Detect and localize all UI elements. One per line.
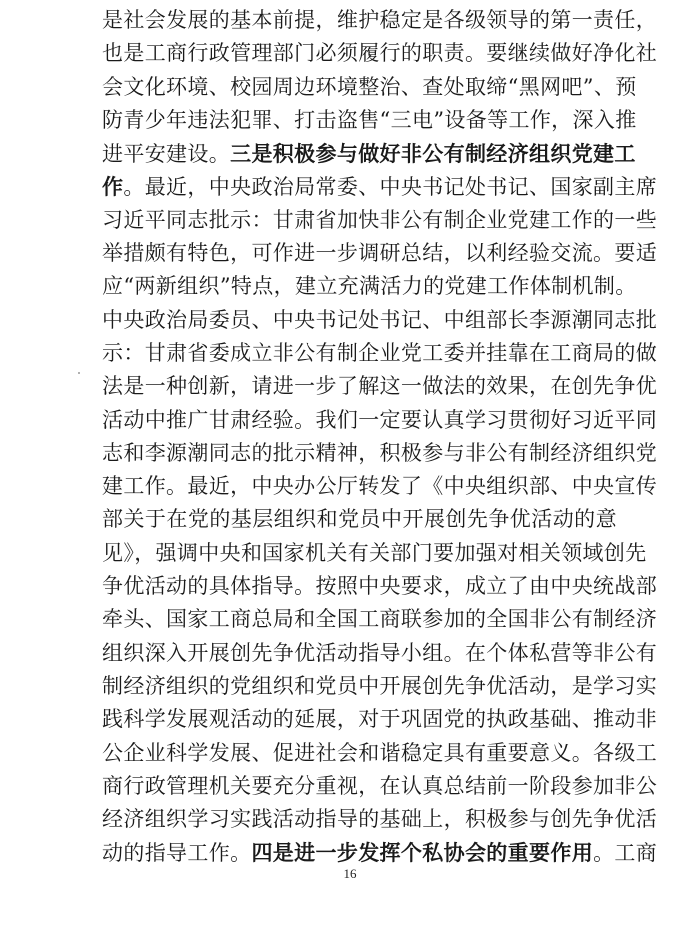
- text-line: [102, 137, 636, 170]
- text-run: 商行政管理机关要充分重视，在认真总结前一阶段参加非公: [102, 773, 658, 798]
- page-number: 16: [343, 866, 357, 881]
- text-line: [102, 270, 637, 303]
- text-line: [102, 503, 617, 536]
- text-run: 牵头、国家工商总局和全国工商联参加的全国非公有制经济: [102, 607, 658, 632]
- text-run: 也是工商行政管理部门必须履行的职责。要继续做好净化社: [102, 41, 658, 66]
- text-run: 应“两新组织”特点，建立充满活力的党建工作体制机制。: [102, 274, 637, 299]
- text-run: 。最近，中央政治局常委、中央书记处书记、国家副主席: [123, 175, 658, 200]
- text-line: [102, 37, 658, 70]
- text-run: 公企业科学发展、促进社会和谐稳定具有重要意义。各级工: [102, 740, 658, 765]
- text-run: 组织深入开展创先争优活动指导小组。在个体私营等非公有: [102, 640, 658, 665]
- text-line: [102, 204, 658, 237]
- text-run: 践科学发展观活动的延展，对于巩固党的执政基础、推动非: [102, 707, 658, 732]
- text-run: 习近平同志批示：甘肃省加快非公有制企业党建工作的一些: [102, 207, 658, 232]
- text-line: [102, 537, 647, 570]
- text-line: [102, 703, 658, 736]
- bold-text-run: 四是进一步发挥个私协会的重要作用: [251, 840, 594, 866]
- text-run: 部关于在党的基层组织和党员中开展创先争优活动的意: [102, 507, 617, 532]
- text-run: 举措颇有特色，可作进一步调研总结，以利经验交流。要适: [102, 241, 658, 266]
- text-line: [102, 237, 658, 270]
- text-line: [102, 570, 658, 603]
- scan-speck: [78, 372, 80, 374]
- text-run: 动的指导工作。: [102, 841, 252, 866]
- text-run: 是社会发展的基本前提，维护稳定是各级领导的第一责任，: [102, 8, 658, 32]
- text-line: [102, 170, 658, 203]
- text-run: 中央政治局委员、中央书记处书记、中组部长李源潮同志批: [102, 307, 658, 332]
- text-run: 争优活动的具体指导。按照中央要求，成立了由中央统战部: [102, 574, 658, 599]
- text-line: [102, 104, 637, 137]
- text-line: [102, 470, 658, 503]
- text-line: [102, 770, 658, 803]
- text-line: [102, 670, 658, 703]
- bold-text-run: 三是积极参与做好非公有制经济组织党建工: [230, 141, 636, 167]
- text-line: [102, 603, 658, 636]
- text-line: [102, 337, 658, 370]
- text-line: [102, 737, 658, 770]
- text-run: 防青少年违法犯罪、打击盗售“三电”设备等工作，深入推: [102, 107, 637, 132]
- text-line: [102, 370, 658, 403]
- text-line: [102, 404, 658, 437]
- text-run: 建工作。最近，中央办公厅转发了《中央组织部、中央宣传: [102, 474, 658, 499]
- text-run: 经济组织学习实践活动指导的基础上，积极参与创先争优活: [102, 807, 658, 832]
- text-line: [102, 437, 658, 470]
- text-run: 活动中推广甘肃经验。我们一定要认真学习贯彻好习近平同: [102, 407, 658, 432]
- text-line: [102, 637, 658, 670]
- text-line: [102, 4, 658, 37]
- bold-text-run: 作: [102, 174, 124, 200]
- text-run: 法是一种创新，请进一步了解这一做法的效果，在创先争优: [102, 374, 658, 399]
- text-run: 志和李源潮同志的批示精神，积极参与非公有制经济组织党: [102, 440, 658, 465]
- text-line: [102, 304, 658, 337]
- text-run: 进平安建设。: [102, 142, 231, 167]
- text-run: 制经济组织的党组织和党员中开展创先争优活动，是学习实: [102, 673, 658, 698]
- text-line: [102, 71, 637, 104]
- body-text: [102, 4, 658, 870]
- text-line: [102, 803, 658, 836]
- text-run: 见》，强调中央和国家机关有关部门要加强对相关领域创先: [102, 540, 647, 565]
- text-run: 示：甘肃省委成立非公有制企业党工委并挂靠在工商局的做: [102, 340, 658, 365]
- text-run: 。工商: [593, 841, 658, 866]
- text-run: 会文化环境、校园周边环境整治、查处取缔“黑网吧”、预: [102, 74, 637, 99]
- text-line: [102, 836, 658, 869]
